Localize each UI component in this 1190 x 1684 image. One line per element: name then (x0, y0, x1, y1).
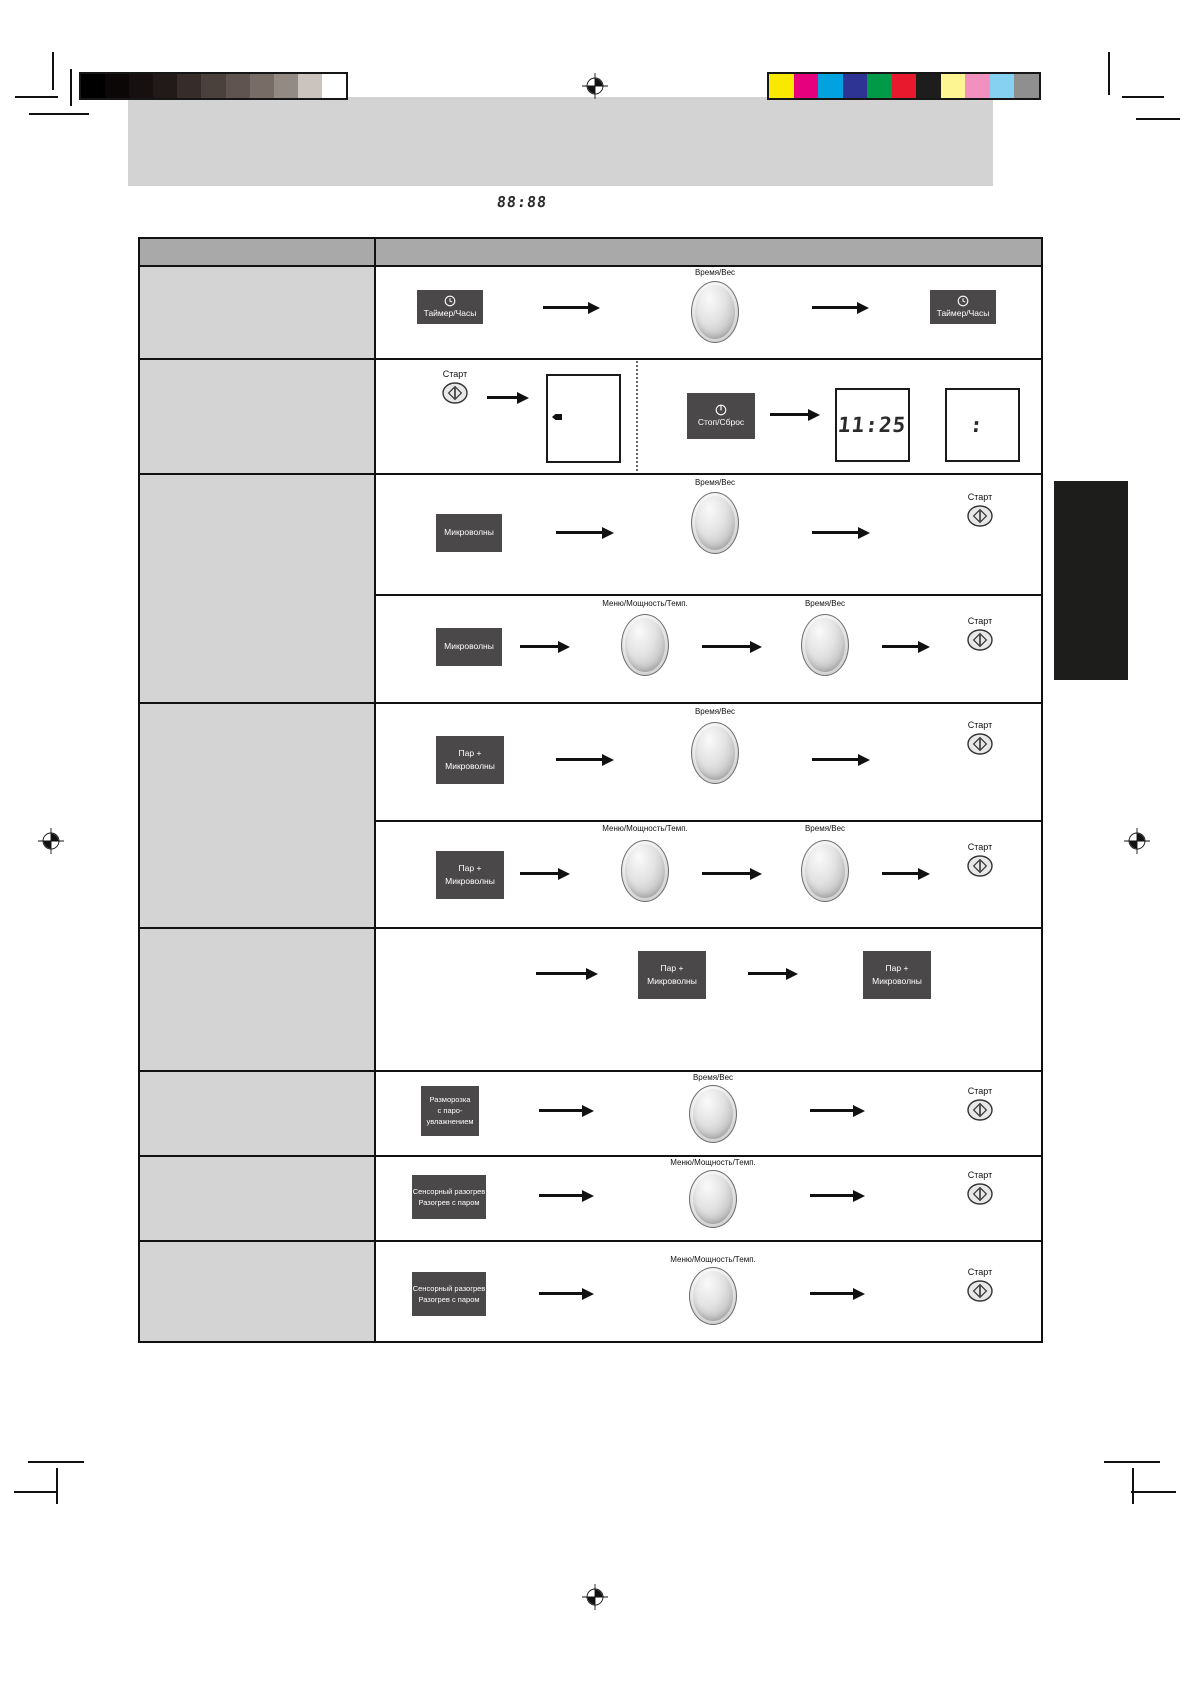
steam-microwave-button (436, 851, 504, 899)
trim-mark (28, 1461, 84, 1463)
steam-defrost-label: Разморозка (429, 1095, 471, 1105)
time-weight-knob (801, 840, 849, 902)
calibration-swatch (274, 74, 298, 98)
calibration-swatch (105, 74, 129, 98)
steam-microwave-label: Пар + (660, 963, 684, 974)
arrow-icon (539, 1292, 582, 1295)
table-left-column (140, 265, 374, 1341)
start-button (967, 1170, 993, 1205)
steam-microwave-label: Микроволны (647, 975, 697, 986)
microwave-button (436, 628, 502, 666)
trim-mark (1132, 1468, 1134, 1504)
section-tab (1054, 481, 1128, 680)
sensor-reheat-label: Сенсорный разогрев (412, 1283, 486, 1293)
start-label: Старт (967, 616, 993, 626)
registration-mark-icon (1124, 828, 1150, 854)
start-icon (967, 505, 993, 527)
start-icon (967, 1099, 993, 1121)
trim-mark (70, 69, 72, 106)
calibration-swatch (769, 74, 794, 98)
clock-icon (957, 295, 969, 307)
calibration-swatch (81, 74, 105, 98)
trim-mark (15, 96, 58, 98)
trim-mark (1108, 52, 1110, 95)
microwave-label: Микроволны (444, 527, 494, 538)
sensor-reheat-button (412, 1175, 486, 1219)
registration-mark-icon (582, 1584, 608, 1610)
time-weight-knob (691, 281, 739, 343)
timer-clock-button (930, 290, 996, 324)
calibration-swatch (322, 74, 346, 98)
calibration-swatch (818, 74, 843, 98)
clock-display (835, 388, 910, 462)
start-label: Старт (967, 492, 993, 502)
menu-power-temp-knob (621, 614, 669, 676)
knob-label: Время/Вес (694, 478, 736, 487)
steam-microwave-button (436, 736, 504, 784)
calibration-swatch (916, 74, 941, 98)
dotted-divider (636, 361, 638, 471)
menu-power-temp-knob (689, 1267, 737, 1325)
calibration-swatch (990, 74, 1015, 98)
steam-microwave-label: Микроволны (445, 760, 495, 771)
clock-display-digits: 11:25 (837, 413, 908, 437)
arrow-icon (487, 396, 517, 399)
arrow-icon (539, 1194, 582, 1197)
knob-label: Время/Вес (694, 707, 736, 716)
trim-mark (29, 113, 89, 115)
sensor-reheat-label: Разогрев с паром (418, 1197, 480, 1207)
calibration-swatch (892, 74, 917, 98)
start-label: Старт (967, 1086, 993, 1096)
start-button (967, 1086, 993, 1121)
stop-reset-label: Стоп/Сброс (697, 416, 745, 427)
arrow-icon (539, 1109, 582, 1112)
calibration-swatch (250, 74, 274, 98)
arrow-icon (543, 306, 588, 309)
calibration-swatch (867, 74, 892, 98)
arrow-icon (882, 872, 918, 875)
trim-mark (1122, 96, 1164, 98)
sensor-reheat-button (412, 1272, 486, 1316)
time-weight-knob (691, 492, 739, 554)
steam-microwave-button (638, 951, 706, 999)
trim-mark (52, 52, 54, 90)
arrow-icon (770, 413, 808, 416)
calibration-swatch (226, 74, 250, 98)
arrow-icon (748, 972, 786, 975)
sensor-reheat-label: Сенсорный разогрев (412, 1186, 486, 1196)
calibration-swatch (201, 74, 225, 98)
arrow-icon (556, 531, 602, 534)
arrow-icon (556, 758, 602, 761)
arrow-icon (812, 306, 857, 309)
knob-label: Меню/Мощность/Темп. (602, 824, 688, 833)
steam-microwave-button (863, 951, 931, 999)
trim-mark (1136, 118, 1180, 120)
column-divider (374, 239, 376, 1341)
sensor-reheat-label: Разогрев с паром (418, 1294, 480, 1304)
calibration-swatch (177, 74, 201, 98)
start-icon (967, 1280, 993, 1302)
start-icon (967, 733, 993, 755)
door-display-box (546, 374, 621, 463)
arrow-icon (810, 1194, 853, 1197)
calibration-swatch (1014, 74, 1039, 98)
stop-reset-button (687, 393, 755, 439)
steam-microwave-label: Микроволны (872, 975, 922, 986)
knob-label: Меню/Мощность/Темп. (670, 1255, 756, 1264)
calibration-swatch (843, 74, 868, 98)
header-band (128, 97, 993, 186)
trim-mark (1131, 1491, 1176, 1493)
start-button (967, 1267, 993, 1302)
steam-microwave-label: Пар + (458, 863, 482, 874)
registration-mark-icon (38, 828, 64, 854)
table-header-row (140, 239, 1041, 265)
color-calibration-bar (767, 72, 1041, 100)
clock-icon (444, 295, 456, 307)
timer-clock-button (417, 290, 483, 324)
segment-display-demo: 88:88 (495, 193, 549, 211)
turntable-mark (552, 414, 562, 420)
start-label: Старт (967, 1170, 993, 1180)
start-button (967, 720, 993, 755)
trim-mark (14, 1491, 58, 1493)
steam-microwave-label: Пар + (458, 748, 482, 759)
arrow-icon (882, 645, 918, 648)
start-label: Старт (967, 842, 993, 852)
arrow-icon (812, 531, 858, 534)
start-icon (442, 382, 468, 404)
arrow-icon (702, 645, 750, 648)
knob-label: Время/Вес (804, 824, 846, 833)
calibration-swatch (298, 74, 322, 98)
time-weight-knob (691, 722, 739, 784)
calibration-swatch (965, 74, 990, 98)
timer-clock-label: Таймер/Часы (423, 307, 477, 318)
microwave-label: Микроволны (444, 641, 494, 652)
microwave-button (436, 514, 502, 552)
arrow-icon (702, 872, 750, 875)
start-button (967, 842, 993, 877)
calibration-swatch (794, 74, 819, 98)
start-button (442, 369, 468, 404)
arrow-icon (536, 972, 586, 975)
steam-defrost-button (421, 1086, 479, 1136)
start-icon (967, 1183, 993, 1205)
timer-clock-label: Таймер/Часы (936, 307, 990, 318)
steam-microwave-label: Микроволны (445, 875, 495, 886)
arrow-icon (810, 1109, 853, 1112)
menu-power-temp-knob (689, 1170, 737, 1228)
steam-defrost-label: с паро- (437, 1106, 463, 1116)
calibration-swatch (941, 74, 966, 98)
knob-label: Время/Вес (692, 1073, 734, 1082)
arrow-icon (520, 645, 558, 648)
arrow-icon (810, 1292, 853, 1295)
start-button (967, 492, 993, 527)
grayscale-calibration-bar (79, 72, 348, 100)
colon-display-digits: : (968, 413, 985, 437)
menu-power-temp-knob (621, 840, 669, 902)
knob-label: Время/Вес (804, 599, 846, 608)
start-button (967, 616, 993, 651)
trim-mark (56, 1468, 58, 1504)
registration-mark-icon (582, 73, 608, 99)
time-weight-knob (801, 614, 849, 676)
start-icon (967, 629, 993, 651)
calibration-swatch (153, 74, 177, 98)
trim-mark (1104, 1461, 1160, 1463)
steam-microwave-label: Пар + (885, 963, 909, 974)
calibration-swatch (129, 74, 153, 98)
start-label: Старт (442, 369, 468, 379)
time-weight-knob (689, 1085, 737, 1143)
start-label: Старт (967, 1267, 993, 1277)
steam-defrost-label: увлажнением (426, 1116, 474, 1126)
arrow-icon (812, 758, 858, 761)
knob-label: Меню/Мощность/Темп. (602, 599, 688, 608)
knob-label: Время/Вес (694, 268, 736, 277)
start-icon (967, 855, 993, 877)
arrow-icon (520, 872, 558, 875)
stop-icon (715, 404, 727, 416)
colon-display (945, 388, 1020, 462)
start-label: Старт (967, 720, 993, 730)
knob-label: Меню/Мощность/Темп. (670, 1158, 756, 1167)
